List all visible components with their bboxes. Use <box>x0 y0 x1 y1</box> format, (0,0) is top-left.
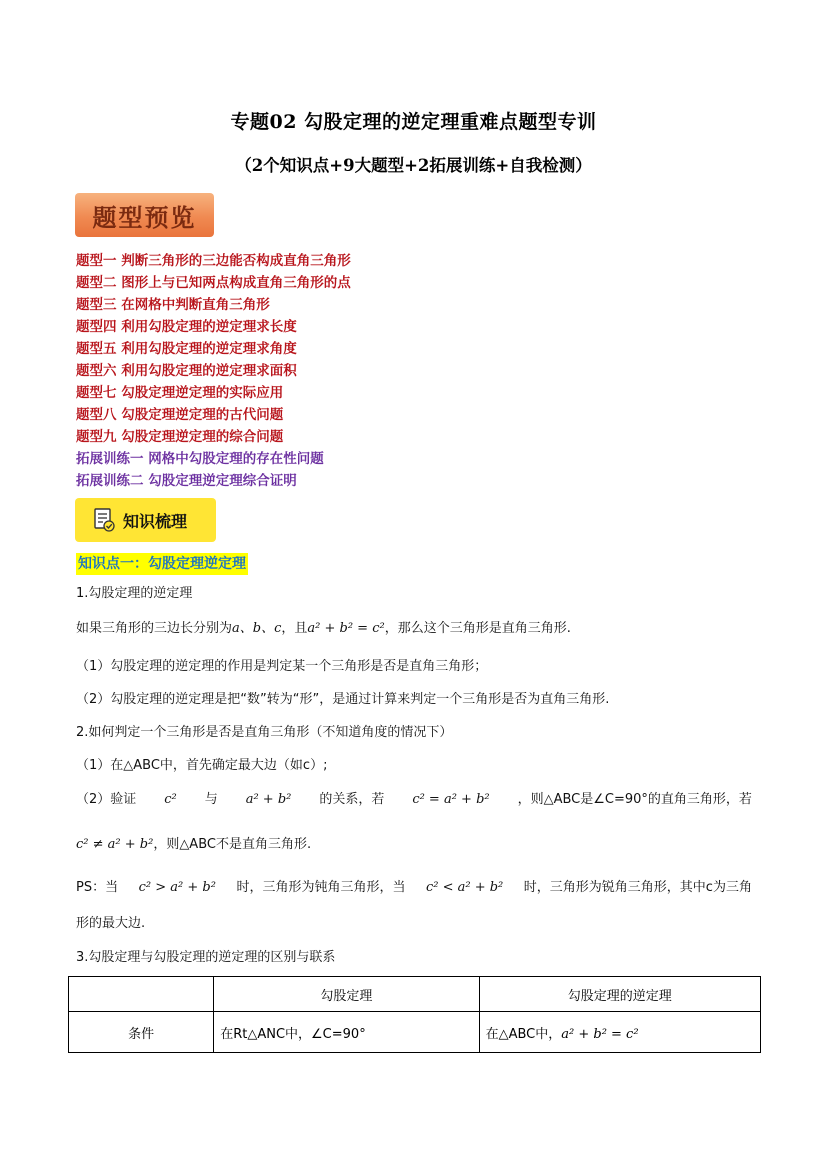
toc-item[interactable]: 拓展训练一 网格中勾股定理的存在性问题 <box>76 451 324 467</box>
toc-item[interactable]: 题型三 在网格中判断直角三角形 <box>76 297 270 313</box>
section-2-heading: 2.如何判定一个三角形是否是直角三角形（不知道角度的情况下） <box>76 725 453 740</box>
ps-note <box>76 878 752 898</box>
step-text: 的关系，若 <box>319 792 385 807</box>
cell-equation: a² + b² = c² <box>561 1026 639 1042</box>
table-cell <box>479 1012 760 1053</box>
step-text: （2）验证 <box>76 792 137 807</box>
table-header-cell <box>69 977 214 1012</box>
step-item-2-continued <box>76 835 311 855</box>
ps-text: 时，三角形为钝角三角形，当 <box>236 880 406 895</box>
step-text: ，则△ABC是∠C=90°的直角三角形，若 <box>517 792 752 807</box>
table-row <box>69 1012 761 1053</box>
cell-text: 在△ABC中， <box>485 1026 562 1042</box>
document-title: 专题02 勾股定理的逆定理重难点题型专训 <box>230 111 597 133</box>
inequality-condition: c² ≠ a² + b² <box>76 837 154 852</box>
table-header-row <box>69 977 761 1012</box>
toc-item[interactable]: 题型八 勾股定理逆定理的古代问题 <box>76 407 284 423</box>
toc-item[interactable]: 题型九 勾股定理逆定理的综合问题 <box>76 429 284 445</box>
acute-condition: c² < a² + b² <box>425 880 504 895</box>
knowledge-review-badge <box>75 498 216 542</box>
a2-plus-b2: a² + b² <box>245 792 292 807</box>
toc-item[interactable]: 题型七 勾股定理逆定理的实际应用 <box>76 385 284 401</box>
obtuse-condition: c² > a² + b² <box>138 880 216 895</box>
statement-text: ，那么这个三角形是直角三角形. <box>384 621 571 636</box>
note-item-1: （1）勾股定理的逆定理的作用是判定某一个三角形是否是直角三角形； <box>76 659 488 674</box>
ps-note-continued: 形的最大边. <box>76 916 146 931</box>
toc-item[interactable]: 题型一 判断三角形的三边能否构成直角三角形 <box>76 253 351 269</box>
note-item-2: （2）勾股定理的逆定理是把“数”转为“形”，是通过计算来判定一个三角形是否为直角三角形. <box>76 692 610 707</box>
step-text: ，则△ABC不是直角三角形. <box>153 837 312 852</box>
toc-item[interactable]: 题型四 利用勾股定理的逆定理求长度 <box>76 319 297 335</box>
equality-condition: c² = a² + b² <box>412 792 490 807</box>
table-cell: 条件 <box>69 1012 214 1053</box>
document-subtitle: （2个知识点+9大题型+2拓展训练+自我检测） <box>235 156 592 175</box>
ps-text: PS：当 <box>76 880 119 895</box>
statement-text: 如果三角形的三边长分别为 <box>76 621 233 636</box>
document-check-icon <box>93 508 115 532</box>
step-item-2 <box>76 790 752 810</box>
table-cell: 在Rt△ANC中，∠C=90° <box>214 1012 479 1053</box>
c-squared: c² <box>164 792 177 807</box>
preview-badge-label: 题型预览 <box>92 202 197 232</box>
table-header-cell: 勾股定理的逆定理 <box>479 977 760 1012</box>
toc-item[interactable]: 题型二 图形上与已知两点构成直角三角形的点 <box>76 275 351 291</box>
step-item-1: （1）在△ABC中，首先确定最大边（如c）; <box>76 758 328 773</box>
section-1-heading: 1.勾股定理的逆定理 <box>76 586 193 601</box>
ps-text: 时，三角形为锐角三角形，其中c为三角 <box>523 880 752 895</box>
toc-item[interactable]: 题型五 利用勾股定理的逆定理求角度 <box>76 341 297 357</box>
comparison-table <box>68 976 761 1053</box>
section-3-heading: 3.勾股定理与勾股定理的逆定理的区别与联系 <box>76 950 336 965</box>
statement-text: ，且 <box>281 621 308 636</box>
pythagorean-equation: a² + b² = c² <box>307 621 385 636</box>
toc-item[interactable]: 拓展训练二 勾股定理逆定理综合证明 <box>76 473 297 489</box>
question-type-list <box>76 250 351 492</box>
question-types-preview-badge <box>75 193 214 237</box>
step-text: 与 <box>204 792 218 807</box>
converse-theorem-statement <box>76 619 571 639</box>
table-header-cell: 勾股定理 <box>214 977 479 1012</box>
knowledge-badge-label: 知识梳理 <box>123 511 188 531</box>
side-variables: a、b、c <box>232 621 282 636</box>
knowledge-point-heading: 知识点一：勾股定理逆定理 <box>76 553 248 575</box>
toc-item[interactable]: 题型六 利用勾股定理的逆定理求面积 <box>76 363 297 379</box>
